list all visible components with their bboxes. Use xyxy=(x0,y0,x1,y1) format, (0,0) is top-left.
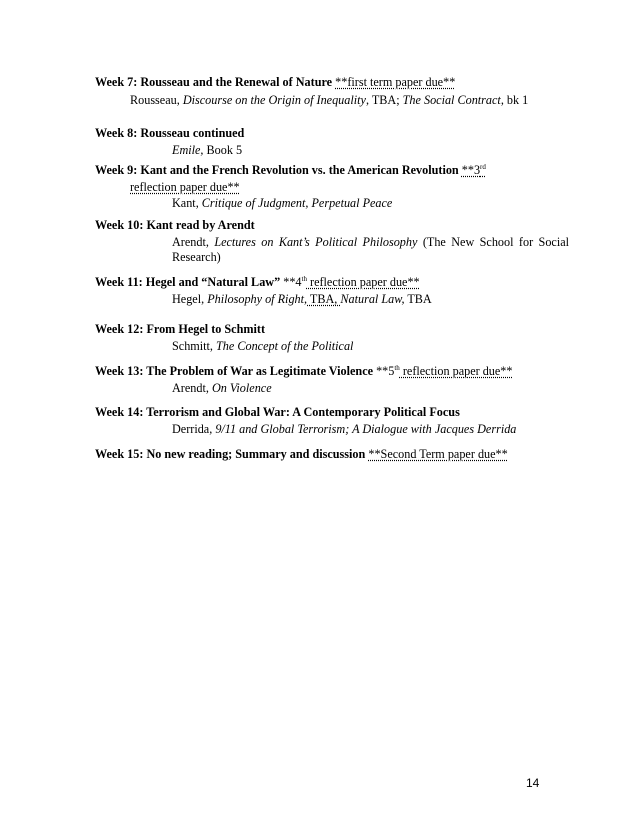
week-9-reading xyxy=(172,196,392,211)
reading-author: Kant, xyxy=(172,196,202,210)
reading-title: Lectures on Kant’s Political Philosophy xyxy=(214,235,418,249)
note-superscript: th xyxy=(301,275,307,283)
reading-author: Hegel, xyxy=(172,292,208,306)
reading-author: Arendt, xyxy=(172,381,212,395)
assignment-note: **Second Term paper due** xyxy=(368,447,508,461)
reading-text: , TBA; xyxy=(365,93,403,107)
week-11-reading xyxy=(172,292,432,307)
reading-author: Rousseau, xyxy=(130,93,183,107)
week-heading: Week 9: Kant and the French Revolution vs. the American Revolution xyxy=(95,163,459,177)
reading-text: Book 5 xyxy=(203,143,243,157)
week-7-heading-line xyxy=(95,75,455,90)
week-13-reading xyxy=(172,381,272,396)
week-11-heading-line xyxy=(95,275,420,290)
week-heading: Week 15: No new reading; Summary and discussion xyxy=(95,447,366,461)
week-8-reading xyxy=(172,143,242,158)
reading-text: (The New School for Social Research) xyxy=(172,235,570,264)
week-15-heading-line xyxy=(95,447,508,462)
week-heading: Week 11: Hegel and “Natural Law” xyxy=(95,275,281,289)
week-7-reading xyxy=(130,93,528,108)
assignment-note: reflection paper due** xyxy=(130,180,240,194)
reading-text: TBA, xyxy=(307,292,341,306)
note-text: **5 xyxy=(376,364,395,378)
week-heading: Week 13: The Problem of War as Legitimate Violence xyxy=(95,364,374,378)
note-text: **4 xyxy=(283,275,302,289)
reading-title: Emile, xyxy=(172,143,204,157)
week-heading: Week 8: Rousseau continued xyxy=(95,126,245,140)
reading-title: The Social Contract xyxy=(402,93,501,107)
week-heading: Week 12: From Hegel to Schmitt xyxy=(95,322,266,336)
week-10-reading xyxy=(172,235,569,265)
reading-text: , bk 1 xyxy=(500,93,529,107)
reading-title: Critique of Judgment, Perpetual Peace xyxy=(201,196,393,210)
note-superscript: rd xyxy=(480,163,486,171)
reading-author: Arendt, xyxy=(172,235,215,249)
assignment-note xyxy=(462,163,486,177)
assignment-note: **first term paper due** xyxy=(335,75,456,89)
reading-title: Philosophy of Right, xyxy=(207,292,308,306)
reading-text: TBA xyxy=(404,292,432,306)
week-heading: Week 7: Rousseau and the Renewal of Nature xyxy=(95,75,333,89)
reading-title: Natural Law, xyxy=(340,292,405,306)
week-heading: Week 14: Terrorism and Global War: A Contemporary Political Focus xyxy=(95,405,460,419)
reading-title: Discourse on the Origin of Inequality xyxy=(182,93,366,107)
assignment-note: reflection paper due** xyxy=(399,364,513,378)
reading-title: The Concept of the Political xyxy=(216,339,354,353)
reading-author: Derrida, xyxy=(172,422,216,436)
reading-title: On Violence xyxy=(211,381,272,395)
week-14-reading xyxy=(172,422,516,437)
reading-title: 9/11 and Global Terrorism; A Dialogue with Jacques Derrida xyxy=(215,422,517,436)
assignment-note: reflection paper due** xyxy=(306,275,420,289)
note-superscript: th xyxy=(394,364,400,372)
note-text: **3 xyxy=(461,163,481,177)
page-number: 14 xyxy=(526,776,540,790)
week-12-reading xyxy=(172,339,353,354)
week-9-heading-line xyxy=(95,163,486,178)
reading-author: Schmitt, xyxy=(172,339,217,353)
week-heading: Week 10: Kant read by Arendt xyxy=(95,218,255,232)
week-13-heading-line xyxy=(95,364,513,379)
